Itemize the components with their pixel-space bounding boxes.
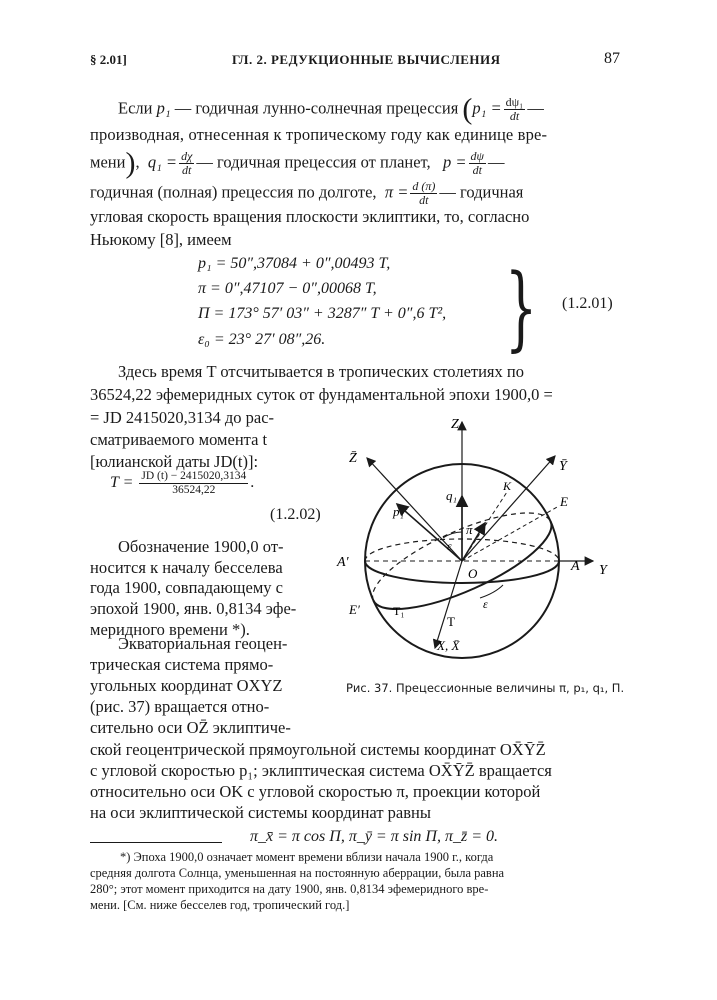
figure-caption: Рис. 37. Прецессионные величины π, p₁, q₁, Π. <box>346 681 625 695</box>
label-A: A <box>571 559 580 574</box>
label-K: K <box>503 479 512 493</box>
footnote-rule <box>90 842 222 843</box>
eq2: T = $\frac{JD (t) - 2415020,3134}{36524,22}$ . <box>110 470 255 496</box>
para4-line9: на оси эклиптической системы координат равны <box>90 803 431 822</box>
para2-line1: Здесь время T отсчитывается в тропических столетиях по <box>118 362 524 381</box>
para3-line5: меридного времени *). <box>90 620 250 639</box>
para4-line1: Экваториальная геоцен- <box>118 634 288 653</box>
label-pi: π <box>466 522 473 537</box>
figure-37 <box>335 410 635 680</box>
page-number: 87 <box>604 50 620 67</box>
label-p1: p₁ <box>393 504 405 519</box>
label-T: T <box>447 614 455 629</box>
para1-line6: Ньюкому [8], имеем <box>90 230 232 249</box>
para2-line4: сматриваемого момента t <box>90 430 268 449</box>
para4-line4: (рис. 37) вращается отно- <box>90 697 270 716</box>
label-Y: Y <box>599 563 607 578</box>
footnote-line4: мени. [См. ниже бесселев год, тропический год.] <box>90 898 350 912</box>
equations-brace: } <box>505 254 538 361</box>
label-O: O <box>468 566 478 581</box>
eq-number-1: (1.2.01) <box>562 295 613 312</box>
para1-line5: угловая скорость вращения плоскости эклиптики, то, согласно <box>90 207 530 226</box>
label-Zbar: Z̄ <box>349 451 357 466</box>
eq3: π_x̄ = π cos Π, π_ȳ = π sin Π, π_z̄ = 0. <box>250 828 499 845</box>
footnote-line1: *) Эпоха 1900,0 означает момент времени вблизи начала 1900 г., когда <box>120 850 494 864</box>
label-Ybar: Ȳ <box>559 459 567 474</box>
para3-line4: эпохой 1900, янв. 0,8134 эфе- <box>90 599 297 618</box>
para3-line3: года 1900, совпадающему с <box>90 578 283 597</box>
label-E: E <box>560 494 568 509</box>
para2-line5: [юлианской даты JD(t)]: <box>90 452 259 471</box>
para1-line2: производная, отнесенная к тропическому году как единице вре- <box>90 125 548 144</box>
para4-line2: трическая система прямо- <box>90 655 274 674</box>
para4-line6: ской геоцентрической прямоугольной системы координат OX̄ȲZ̄ <box>90 740 546 759</box>
eq-eps0: ε₀ = 23° 27′ 08″,26. <box>198 331 326 348</box>
section-ref: § 2.01] <box>90 52 127 67</box>
eq-pi: π = 0″,47107 − 0″,00068 T, <box>198 280 377 297</box>
ecliptic-back <box>361 494 550 600</box>
para2-line2: 36524,22 эфемеридных суток от фундаментальной эпохи 1900,0 = <box>90 385 553 404</box>
para4-line8: относительно оси OK с угловой скоростью π, проекции которой <box>90 782 541 801</box>
eq-p1: p₁ = 50″,37084 + 0″,00493 T, <box>198 255 391 272</box>
label-q1: q₁ <box>446 488 458 503</box>
label-eps1: ε <box>447 539 452 553</box>
footnote-line2: средняя долгота Солнца, уменьшенная на постоянную аберрации, была равна <box>90 866 505 880</box>
eq-Pi: Π = 173° 57′ 03″ + 3287″ T + 0″,6 T², <box>198 305 447 322</box>
label-Z: Z <box>451 417 459 432</box>
para2-line3: = JD 2415020,3134 до рас- <box>90 408 275 427</box>
label-eps2: ε <box>483 597 488 611</box>
para4-line5: сительно оси OZ̄ эклиптиче- <box>90 718 291 737</box>
footnote-line3: 280°; этот момент приходится на дату 1900, янв. 0,8134 эфемеридного вре- <box>90 882 489 896</box>
para1-line4: годичная (полная) прецессия по долготе, π = $\frac{d (\pi)}{dt}$ — годичная <box>90 179 524 207</box>
running-title: ГЛ. 2. РЕДУКЦИОННЫЕ ВЫЧИСЛЕНИЯ <box>232 52 501 67</box>
eq-number-2: (1.2.02) <box>270 506 321 523</box>
label-T1: T₁ <box>393 604 405 618</box>
label-XXbar: X, X̄ <box>437 638 460 653</box>
para4-line3: угольных координат OXYZ <box>90 676 283 695</box>
para3-line2: носится к началу бесселева <box>90 558 283 577</box>
oe-line <box>462 506 559 561</box>
label-Aprime: A′ <box>337 555 349 570</box>
label-Eprime: E′ <box>349 602 360 617</box>
para1-line1: Если p₁ — годичная лунно-солнечная прецессия (p₁ = $\frac{\text{dψ₁}}{dt}$ — <box>118 92 544 126</box>
para3-line1: Обозначение 1900,0 от- <box>118 537 284 556</box>
para1-line3: мени), q₁ = $\frac{d\chi}{dt}$ — годичная прецессия от планет, p = $\frac{d\psi}{dt}$ — <box>90 146 505 180</box>
para4-line7: с угловой скоростью p₁; эклиптическая система OX̄ȲZ̄ вращается <box>90 761 552 780</box>
equator-front <box>365 561 559 583</box>
x-axis <box>435 561 462 648</box>
